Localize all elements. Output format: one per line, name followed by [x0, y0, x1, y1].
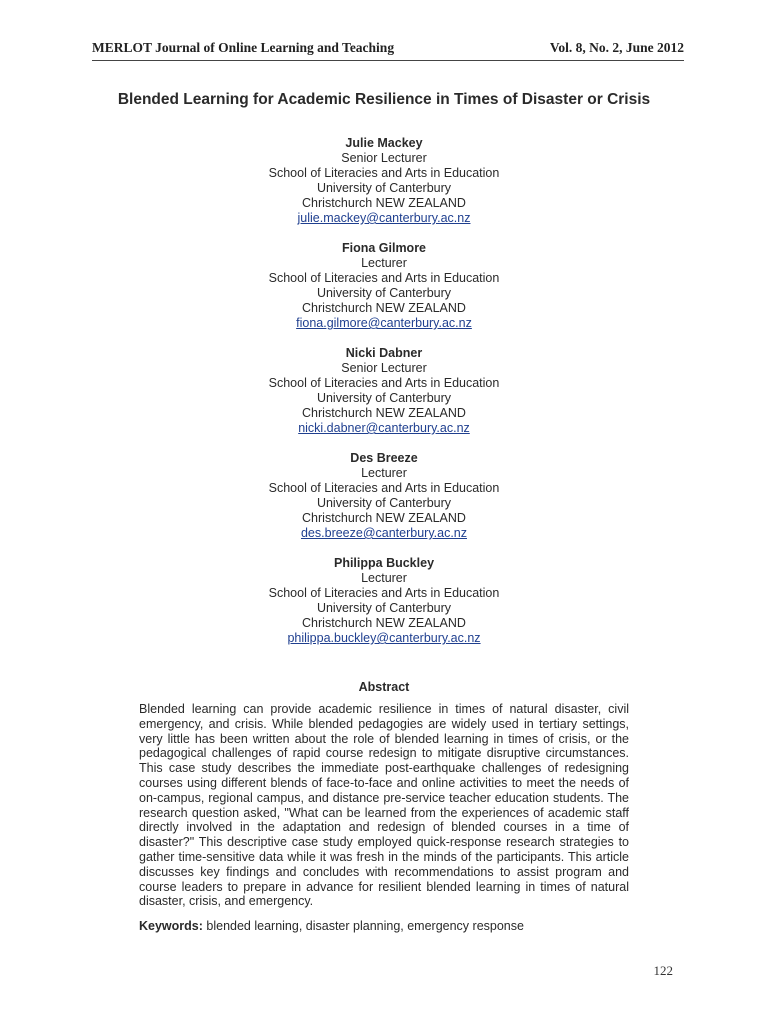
author-block: [0, 241, 768, 331]
author-name: Fiona Gilmore: [341, 241, 427, 255]
author-role: Lecturer: [361, 256, 407, 270]
author-block: [0, 136, 768, 226]
author-location: Christchurch NEW ZEALAND: [302, 301, 466, 315]
author-name: Des Breeze: [350, 451, 418, 465]
author-block: [0, 346, 768, 436]
author-role: Senior Lecturer: [341, 151, 427, 165]
author-school: School of Literacies and Arts in Education: [268, 481, 500, 495]
author-school: School of Literacies and Arts in Education: [268, 376, 500, 390]
author-name: Nicki Dabner: [345, 346, 423, 360]
author-block: [0, 451, 768, 541]
header-rule: [92, 60, 684, 61]
author-list: [0, 136, 768, 661]
author-location: Christchurch NEW ZEALAND: [302, 511, 466, 525]
author-location: Christchurch NEW ZEALAND: [302, 616, 466, 630]
author-role: Lecturer: [361, 466, 407, 480]
author-block: [0, 556, 768, 646]
author-email-link[interactable]: des.breeze@canterbury.ac.nz: [300, 526, 467, 540]
keywords-text: blended learning, disaster planning, emergency response: [206, 919, 524, 933]
keywords-line: [139, 919, 524, 933]
author-role: Lecturer: [361, 571, 407, 585]
author-university: University of Canterbury: [316, 181, 452, 195]
author-school: School of Literacies and Arts in Education: [268, 166, 500, 180]
keywords-label: Keywords:: [139, 919, 203, 933]
author-location: Christchurch NEW ZEALAND: [302, 406, 466, 420]
journal-name: MERLOT Journal of Online Learning and Teaching: [92, 40, 395, 55]
paper-title: Blended Learning for Academic Resilience in Times of Disaster or Crisis: [117, 91, 651, 108]
author-email-link[interactable]: philippa.buckley@canterbury.ac.nz: [287, 631, 481, 645]
author-location: Christchurch NEW ZEALAND: [302, 196, 466, 210]
author-email-link[interactable]: fiona.gilmore@canterbury.ac.nz: [296, 316, 472, 330]
author-university: University of Canterbury: [316, 286, 452, 300]
author-email-link[interactable]: julie.mackey@canterbury.ac.nz: [297, 211, 471, 225]
author-email-link[interactable]: nicki.dabner@canterbury.ac.nz: [298, 421, 470, 435]
volume-info: Vol. 8, No. 2, June 2012: [549, 40, 684, 55]
author-name: Julie Mackey: [345, 136, 423, 150]
author-school: School of Literacies and Arts in Education: [268, 271, 500, 285]
author-university: University of Canterbury: [316, 496, 452, 510]
author-name: Philippa Buckley: [333, 556, 435, 570]
abstract-text: Blended learning can provide academic resilience in times of natural disaster, civil emergency, and crisis. While blended pedagogies are widely used in tertiary settings, very little has been written about the role of blended learning in times of crisis, or the pedagogical challenges of rapid course redesign to mitigate disruptive circumstances. This case study describes the immediate post-earthquake challenges of redesigning courses using different blends of face-to-face and online activities to meet the needs of on-campus, regional campus, and distance pre-service teacher education students. The research question asked, "What can be learned from the experiences of academic staff directly involved in the adaptation and redesign of blended courses in a time of disaster?" This descriptive case study employed quick-response research strategies to gather time-sensitive data while it was fresh in the minds of the participants. This article discusses key findings and concludes with recommendations to assist program and course leaders to prepare in advance for resilient blended learning in times of natural disaster, crisis, and emergency.: [139, 702, 629, 909]
running-header: [92, 40, 684, 56]
page-number: 122: [653, 963, 673, 978]
author-role: Senior Lecturer: [341, 361, 427, 375]
abstract-heading: Abstract: [358, 680, 410, 694]
author-university: University of Canterbury: [316, 601, 452, 615]
author-university: University of Canterbury: [316, 391, 452, 405]
author-school: School of Literacies and Arts in Education: [268, 586, 500, 600]
